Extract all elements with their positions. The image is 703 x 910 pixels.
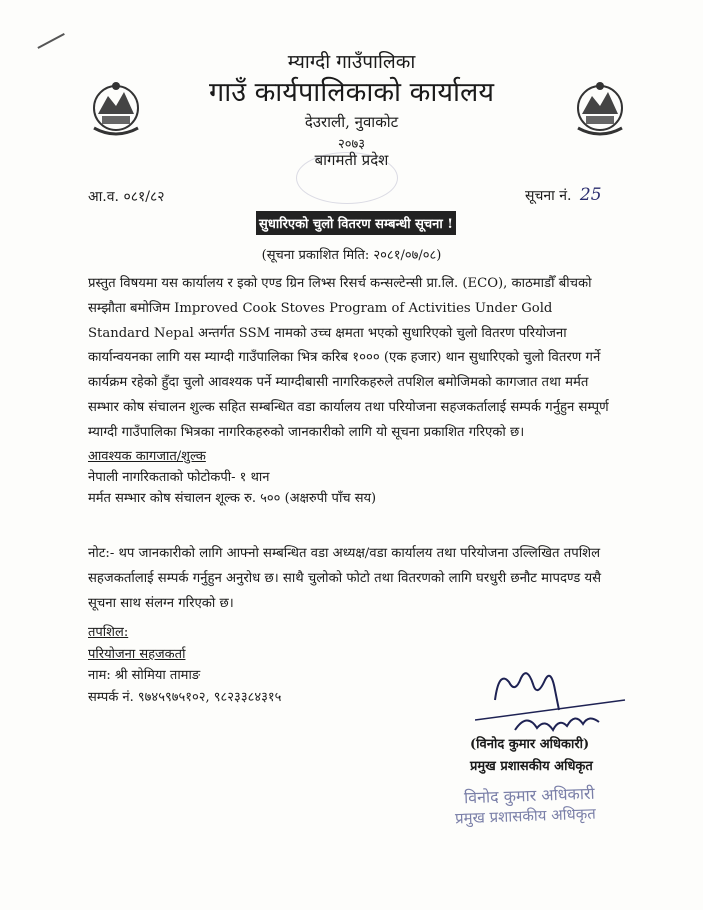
office-location: देउराली, नुवाकोट	[304, 113, 399, 131]
signatory-name: (विनोद कुमार अधिकारी)	[470, 737, 590, 752]
municipality-name: म्याग्दी गाउँपालिका	[287, 51, 416, 73]
published-date: (सूचना प्रकाशित मिति: २०८१/०७/०८)	[261, 248, 442, 263]
contact-phone: सम्पर्क नं. ९७४५९७५१०२, ९८२३३८४३१५	[88, 689, 282, 705]
handwritten-signature	[475, 660, 635, 740]
contact-role: परियोजना सहजकर्ता	[88, 646, 186, 662]
office-title: गाउँ कार्यपालिकाको कार्यालय	[209, 77, 494, 108]
notice-number	[525, 185, 602, 205]
notice-number-label: सूचना नं.	[525, 188, 572, 204]
signatory-title: प्रमुख प्रशासकीय अधिकृत	[470, 759, 593, 774]
title-stamp: प्रमुख प्रशासकीय अधिकृत	[454, 804, 597, 828]
faint-office-stamp	[296, 152, 398, 204]
required-documents	[88, 446, 376, 509]
documents-heading: आवश्यक कागजात/शुल्क	[88, 449, 206, 464]
note-paragraph: नोट:- थप जानकारीको लागि आफ्नो सम्बन्धित वडा अध्यक्ष/वडा कार्यालय तथा परियोजना उल्लिखित तपशिल सहजकर्तालाई सम्पर्क गर्नुहुन अनुरोध छ। साथै चुलोको फोटो तथा वितरणको लागि घरधुरी छनौट मापदण्ड यसै सूचना साथ संलग्न गरिएको छ।	[88, 546, 602, 611]
pen-mark	[37, 33, 64, 48]
notice-number-value: 25	[579, 185, 602, 205]
established-year: २०७३	[337, 137, 366, 152]
notice-title: सुधारिएको चुलो वितरण सम्बन्धी सूचना !	[256, 211, 456, 235]
body-paragraph: प्रस्तुत विषयमा यस कार्यालय र इको एण्ड ग्रिन लिभ्स रिसर्च कन्सल्टेन्सी प्रा.लि. (ECO), काठमाडौँ बीचको सम्झौता बमोजिम Improved Cook Stoves Program of Activities Under Gold Standard Nepal अन्तर्गत SSM नामको उच्च क्षमता भएको सुधारिएको चुलो वितरण परियोजना कार्यान्वयनका लागि यस म्याग्दी गाउँपालिका भित्र करिब १००० (एक हजार) थान सुधारिएको चुलो वितरण गर्ने कार्यक्रम रहेको हुँदा चुलो आवश्यक पर्ने म्याग्दीबासी नागरिकहरुले तपशिल बमोजिमको कागजात तथा मर्मत सम्भार कोष संचालन शुल्क सहित सम्बन्धित वडा कार्यालय तथा परियोजना सहजकर्तालाई सम्पर्क गर्नुहुन सम्पूर्ण म्याग्दी गाउँपालिका भित्रका नागरिकहरुको जानकारीको लागि यो सूचना प्रकाशित गरिएको छ।	[88, 276, 609, 440]
contact-heading: तपशिल:	[88, 625, 129, 640]
contact-details	[88, 622, 281, 708]
name-stamp: विनोद कुमार अधिकारी	[463, 783, 595, 808]
contact-name: नाम: श्री सोमिया तामाङ	[88, 668, 201, 683]
province-name: बागमती प्रदेश	[314, 151, 389, 169]
document-item: नेपाली नागरिकताको फोटोकपी- १ थान	[88, 470, 270, 485]
document-item: मर्मत सम्भार कोष संचालन शूल्क रु. ५०० (अक्षरुपी पाँच सय)	[88, 491, 377, 506]
fiscal-year: आ.व. ०८१/८२	[88, 189, 165, 205]
